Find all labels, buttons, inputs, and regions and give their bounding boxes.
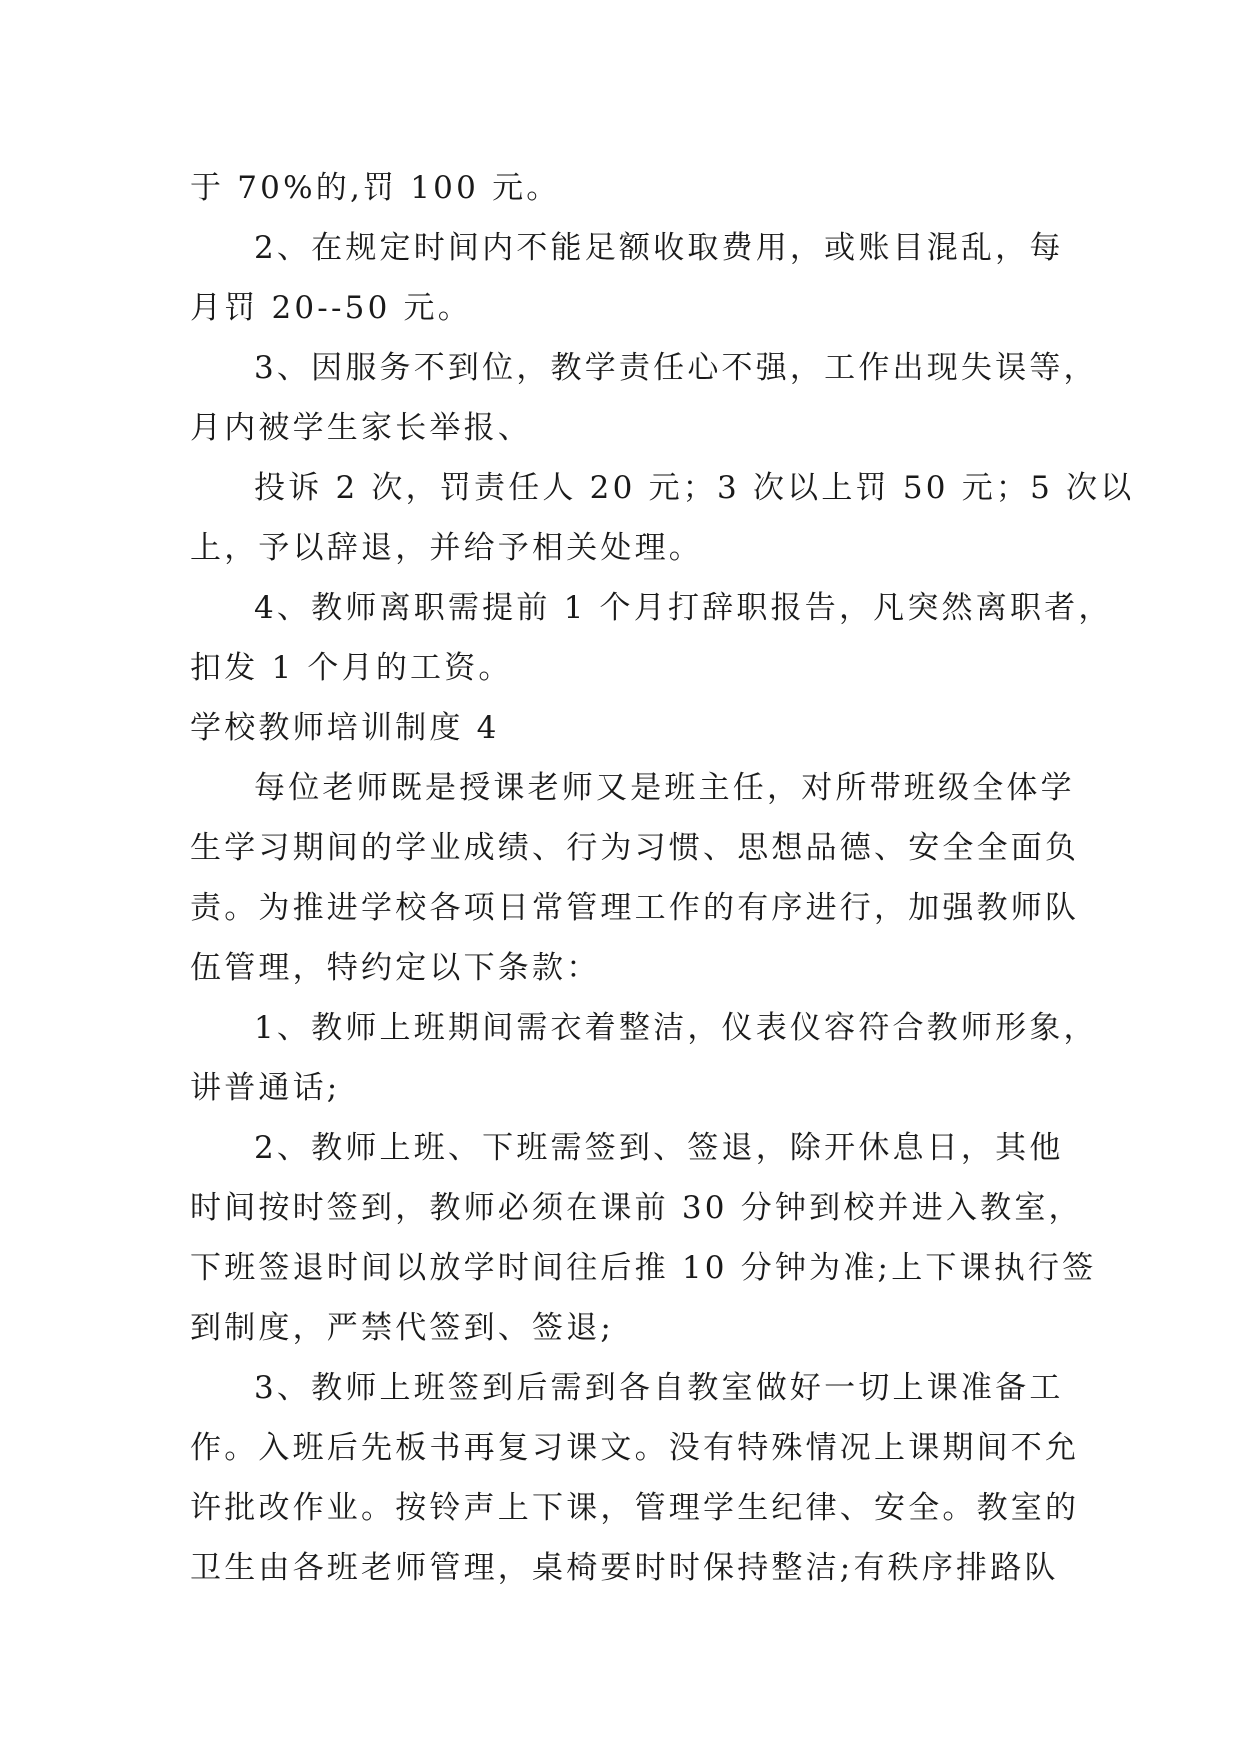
- text-line: 1、教师上班期间需衣着整洁，仪表仪容符合教师形象，: [254, 1010, 1098, 1046]
- text-line: 卫生由各班老师管理，桌椅要时时保持整洁;有秩序排路队: [190, 1550, 1059, 1586]
- text-line: 时间按时签到，教师必须在课前 30 分钟到校并进入教室，: [190, 1190, 1083, 1226]
- text-line: 3、教师上班签到后需到各自教室做好一切上课准备工: [254, 1370, 1064, 1406]
- text-line: 月罚 20--50 元。: [190, 290, 472, 326]
- text-line: 2、教师上班、下班需签到、签退，除开休息日，其他: [254, 1130, 1064, 1166]
- text-line: 投诉 2 次，罚责任人 20 元；3 次以上罚 50 元；5 次以: [254, 470, 1135, 506]
- text-line: 作。入班后先板书再复习课文。没有特殊情况上课期间不允: [190, 1430, 1080, 1466]
- document-body: [190, 158, 1135, 1598]
- text-line: 于 70%的,罚 100 元。: [190, 170, 561, 206]
- text-line: 责。为推进学校各项日常管理工作的有序进行，加强教师队: [190, 890, 1080, 926]
- text-line: 2、在规定时间内不能足额收取费用，或账目混乱，每: [254, 230, 1064, 266]
- text-line: 讲普通话;: [190, 1070, 341, 1106]
- text-line: 4、教师离职需提前 1 个月打辞职报告，凡突然离职者，: [254, 590, 1113, 626]
- text-line: 许批改作业。按铃声上下课，管理学生纪律、安全。教室的: [190, 1490, 1080, 1526]
- text-line: 扣发 1 个月的工资。: [190, 650, 513, 686]
- text-line: 生学习期间的学业成绩、行为习惯、思想品德、安全全面负: [190, 830, 1080, 866]
- text-line: 3、因服务不到位，教学责任心不强，工作出现失误等，: [254, 350, 1098, 386]
- text-line: 上，予以辞退，并给予相关处理。: [190, 530, 703, 566]
- text-line: 月内被学生家长举报、: [190, 410, 532, 446]
- text-line: 伍管理，特约定以下条款：: [190, 950, 601, 986]
- text-line: 每位老师既是授课老师又是班主任，对所带班级全体学: [254, 770, 1075, 806]
- section-heading: 学校教师培训制度 4: [190, 710, 500, 746]
- text-line: 到制度，严禁代签到、签退;: [190, 1310, 615, 1346]
- text-line: 下班签退时间以放学时间往后推 10 分钟为准;上下课执行签: [190, 1250, 1097, 1286]
